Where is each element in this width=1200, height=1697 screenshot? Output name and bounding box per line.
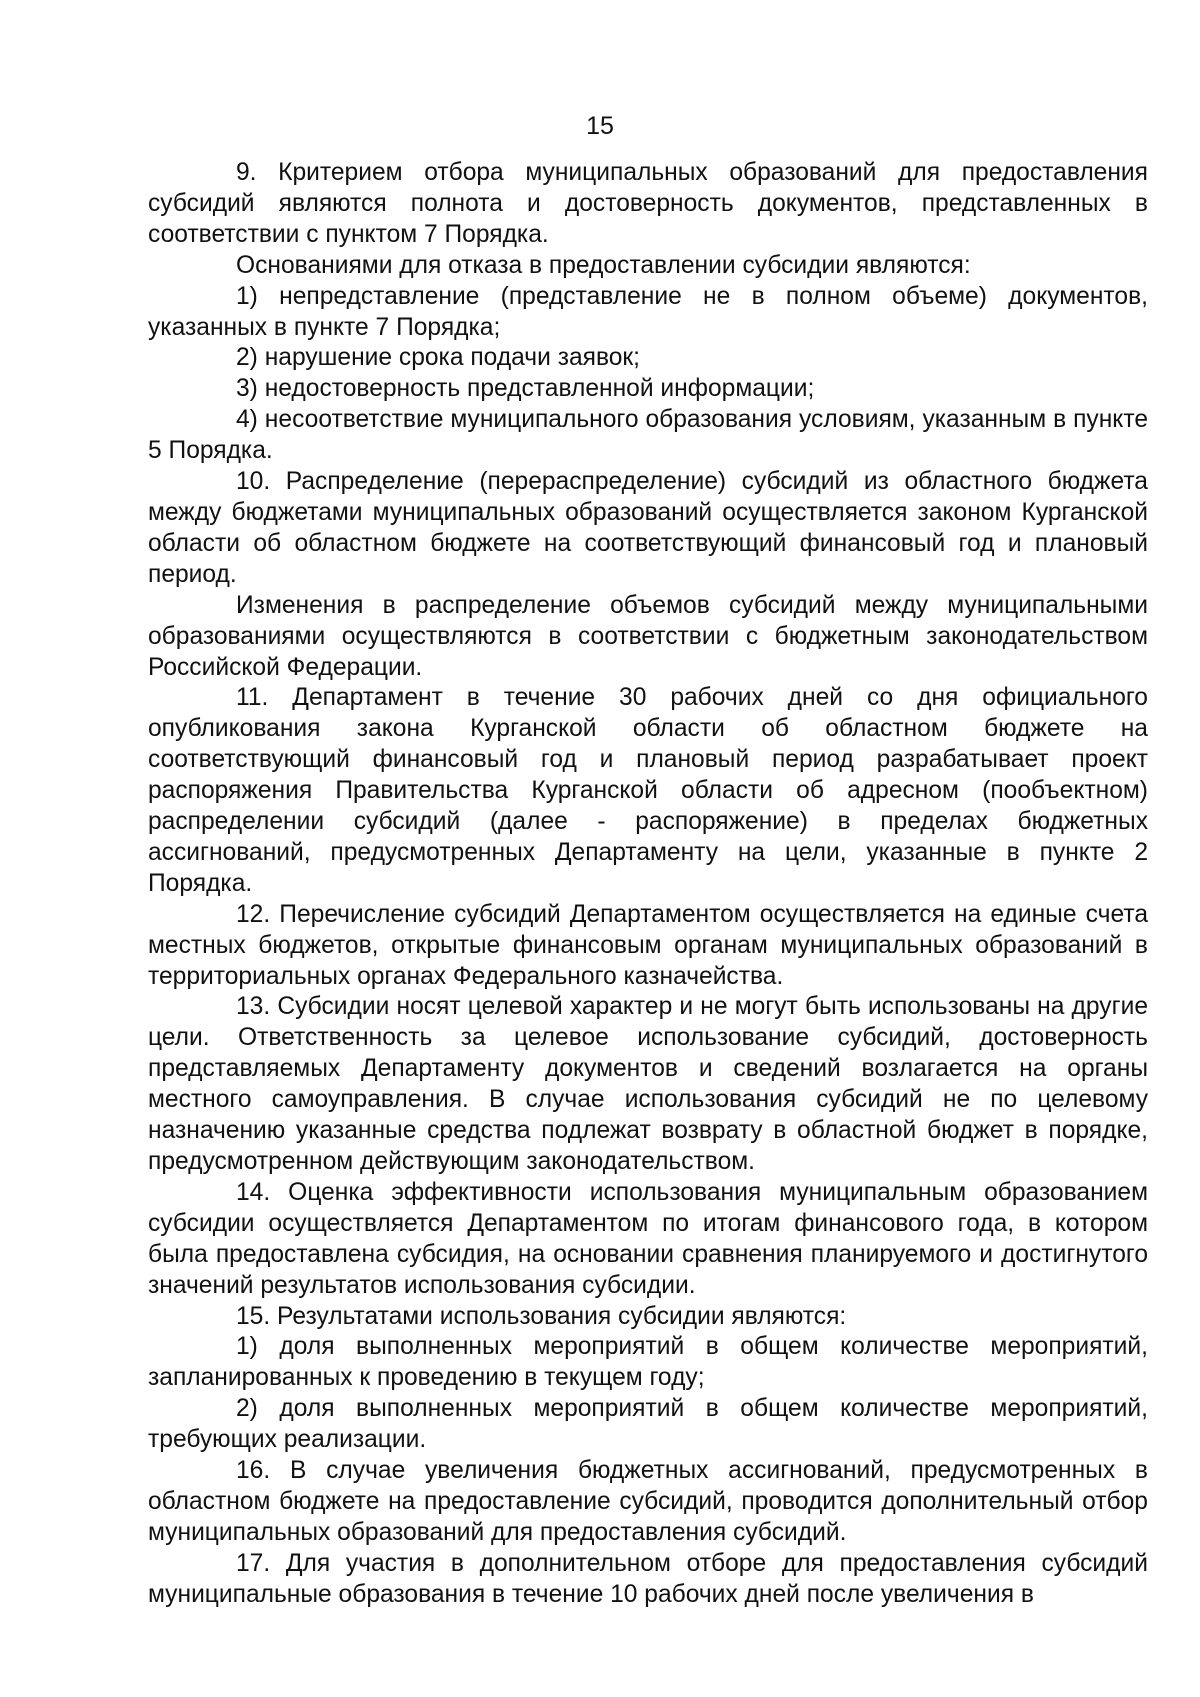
list-item-refusal-4: 4) несоответствие муниципального образования условиям, указанным в пункте 5 Порядка. — [148, 406, 1148, 465]
paragraph-16: 16. В случае увеличения бюджетных ассигнований, предусмотренных в областном бюджете на предоставление субсидий, проводится дополнительный отбор муниципальных образований для предоставления субсидий. — [148, 1457, 1148, 1546]
list-item-result-2: 2) доля выполненных мероприятий в общем количестве мероприятий, требующих реализации. — [148, 1395, 1148, 1454]
page-number: 15 — [586, 112, 614, 140]
paragraph-15: 15. Результатами использования субсидии являются: — [236, 1302, 847, 1330]
paragraph-10: 10. Распределение (перераспределение) субсидий из областного бюджета между бюджетами муниципальных образований осуществляется законом Курганской области об областном бюджете на соответствующий финансовый год и плановый период. — [148, 468, 1148, 588]
list-item-refusal-1: 1) непредставление (представление не в полном объеме) документов, указанных в пункте 7 Порядка; — [148, 282, 1148, 341]
list-item-refusal-2: 2) нарушение срока подачи заявок; — [236, 344, 641, 372]
list-item-refusal-3: 3) недостоверность представленной информации; — [236, 375, 815, 403]
paragraph-17: 17. Для участия в дополнительном отборе для предоставления субсидий муниципальные образования в течение 10 рабочих дней после увеличения в — [148, 1549, 1148, 1608]
paragraph-12: 12. Перечисление субсидий Департаментом осуществляется на единые счета местных бюджетов, открытые финансовым органам муниципальных образований в территориальных органах Федерального казначейства. — [148, 900, 1148, 990]
paragraph-refusal-grounds: Основаниями для отказа в предоставлении субсидии являются: — [236, 251, 971, 279]
document-body — [148, 158, 1148, 1611]
paragraph-9: 9. Критерием отбора муниципальных образований для предоставления субсидий являются полнота и достоверность документов, представленных в соответствии с пунктом 7 Порядка. — [148, 159, 1148, 248]
paragraph-14: 14. Оценка эффективности использования муниципальным образованием субсидии осуществляется Департаментом по итогам финансового года, в котором была предоставлена субсидия, на основании сравнения планируемого и достигнутого значений результатов использования субсидии. — [148, 1178, 1148, 1299]
paragraph-11: 11. Департамент в течение 30 рабочих дней со дня официального опубликования закона Курганской области об областном бюджете на соответствующий финансовый год и плановый период разрабатывает проект распоряжения Правительства Курганской области об адресном (пообъектном) распределении субсидий (далее - распоряжение) в пределах бюджетных ассигнований, предусмотренных Департаменту на цели, указанные в пункте 2 Порядка. — [148, 684, 1148, 897]
paragraph-10-changes: Изменения в распределение объемов субсидий между муниципальными образованиями осуществляются в соответствии с бюджетным законодательством Российской Федерации. — [148, 591, 1148, 681]
list-item-result-1: 1) доля выполненных мероприятий в общем количестве мероприятий, запланированных к проведению в текущем году; — [148, 1333, 1148, 1392]
paragraph-13: 13. Субсидии носят целевой характер и не могут быть использованы на другие цели. Ответственность за целевое использование субсидий, достоверность представляемых Департаменту документов и сведений возлагается на органы местного самоуправления. В случае использования субсидий не по целевому назначению указанные средства подлежат возврату в областной бюджет в порядке, предусмотренном действующим законодательством. — [148, 993, 1148, 1175]
